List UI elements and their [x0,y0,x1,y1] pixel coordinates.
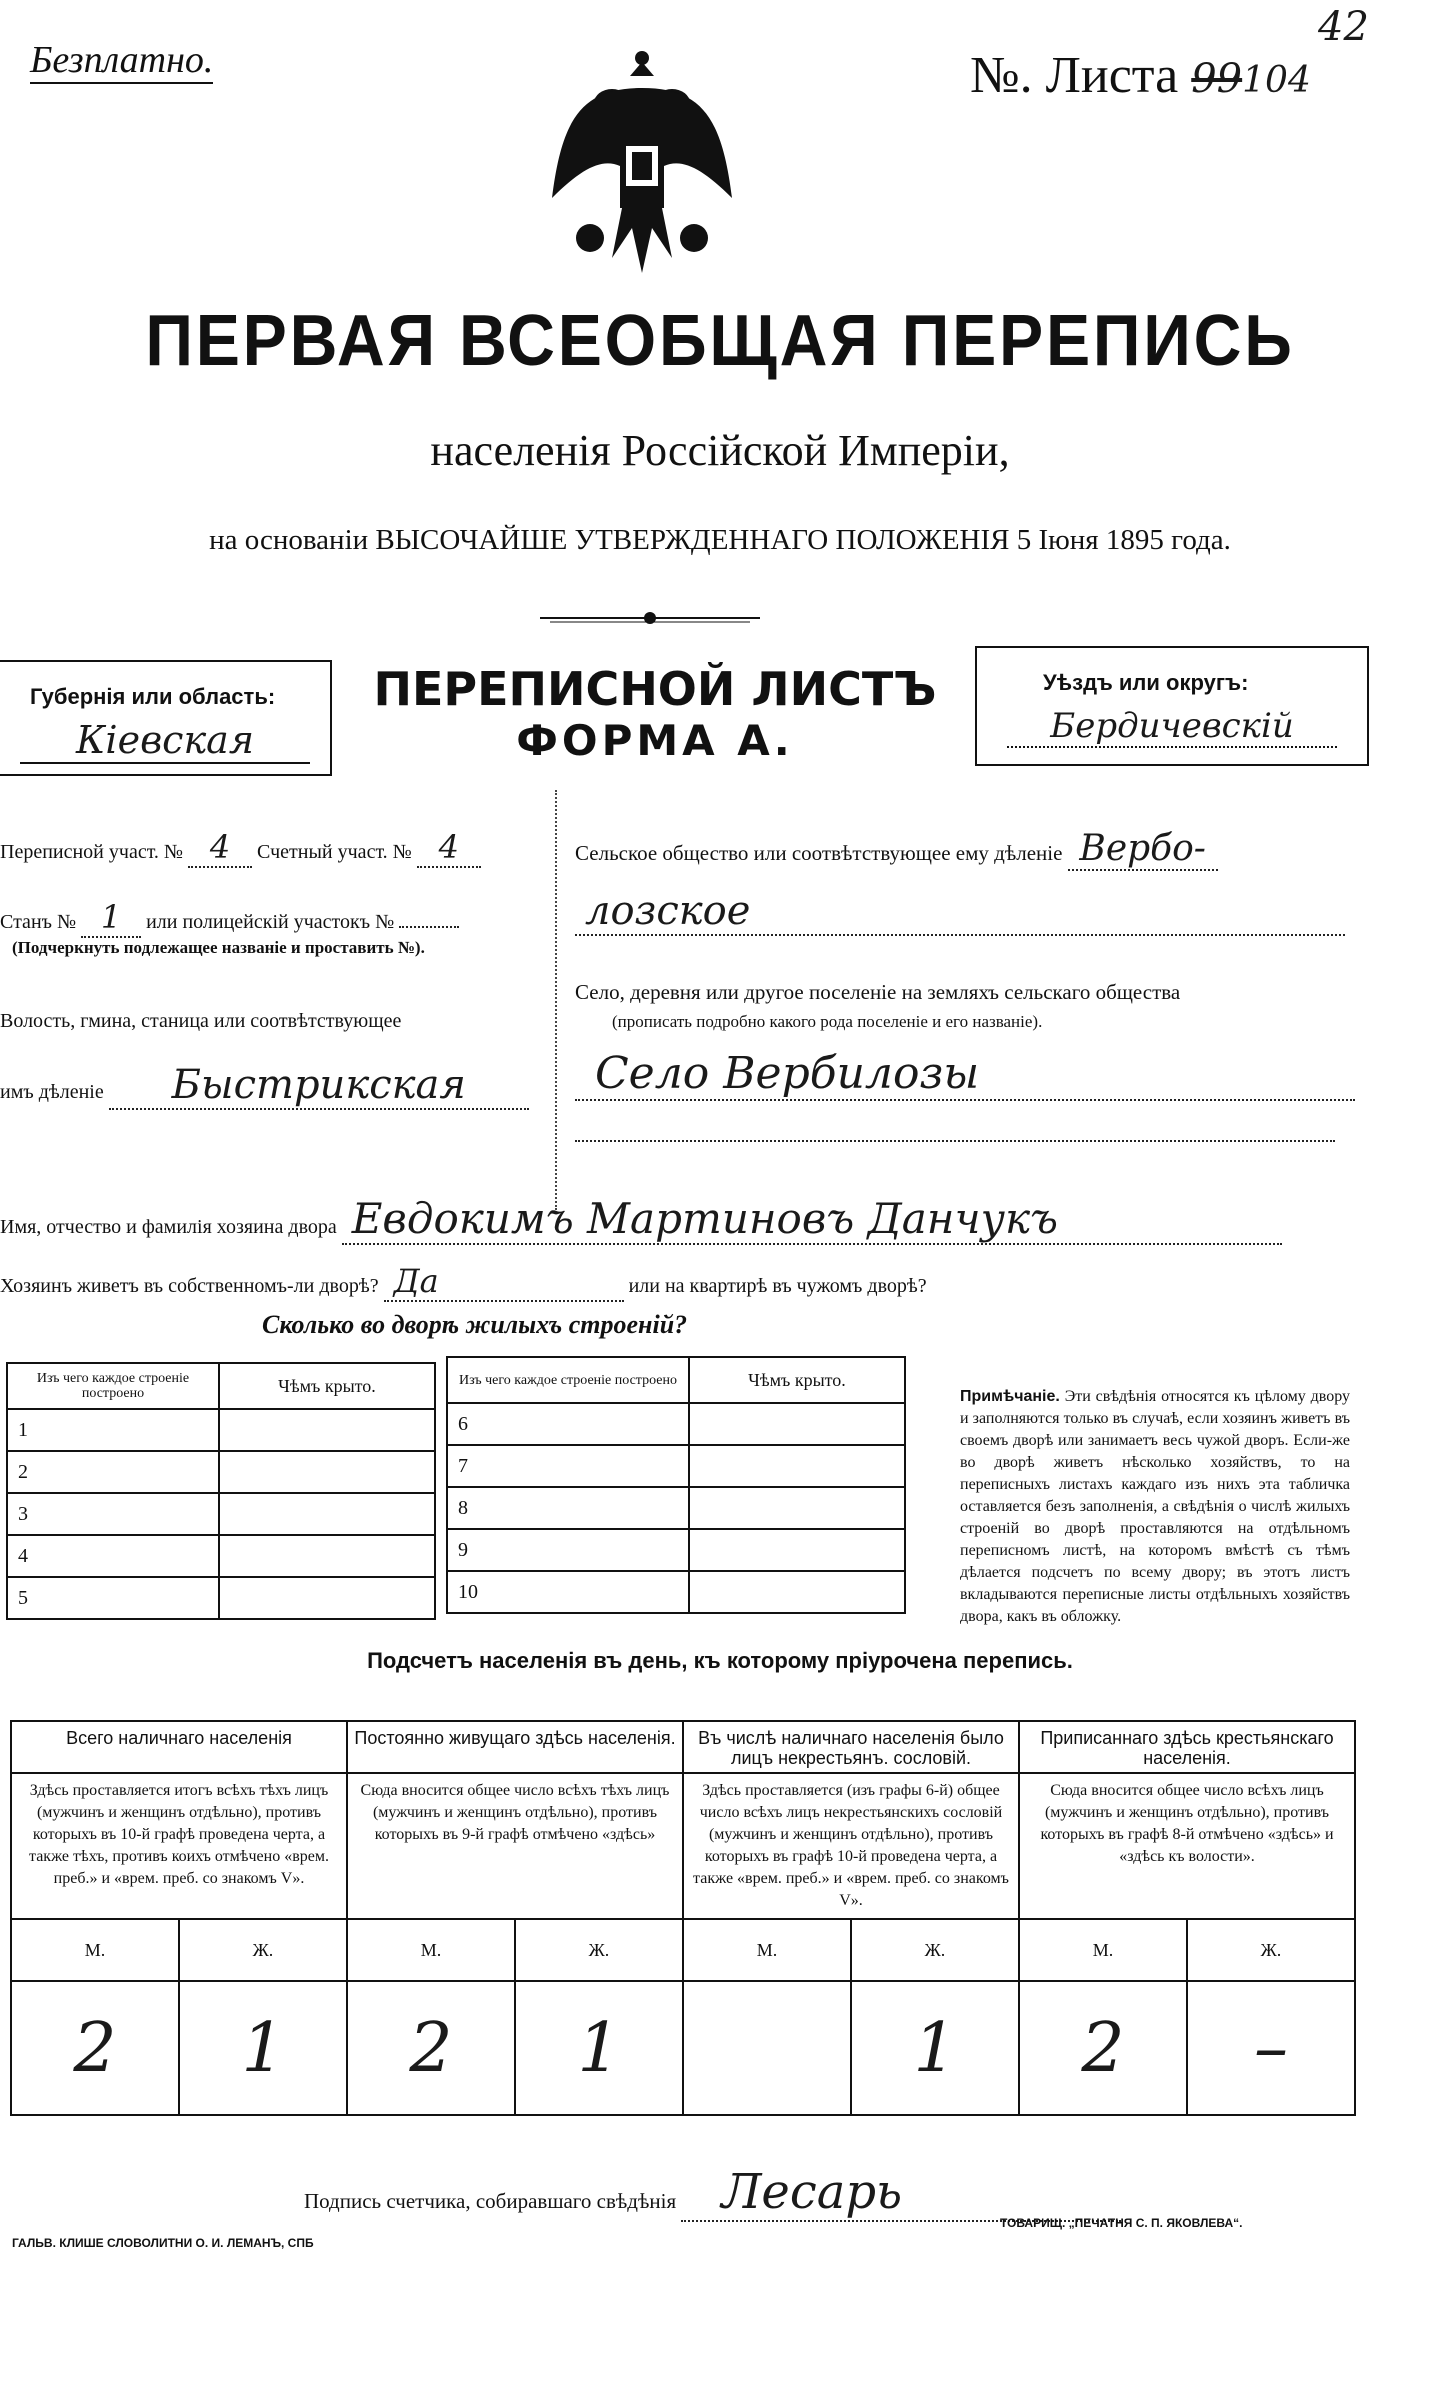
pop-col-1-desc: Здѣсь проставляется итогъ всѣхъ тѣхъ лицъ (мужчинъ и женщинъ отдѣльно), противъ которыхъ въ 10-й графѣ проведена черта, а также тѣхъ, противъ коихъ отмѣчено «врем. преб.» и «врем. преб. со знакомъ V». [11,1773,347,1919]
province-label: Губернія или область: [30,684,276,709]
pop-col-1-header: Всего наличнаго населенія [11,1721,347,1773]
pop-col-4-male-value[interactable]: 2 [1019,1981,1187,2115]
pop-col-4-female-value[interactable]: – [1187,1981,1355,2115]
sheet-number-struck: 99 [1191,56,1243,102]
table-row [447,1487,905,1529]
table-row [447,1403,905,1445]
underline-note: (Подчеркнуть подлежащее названіе и проставить №). [12,938,425,957]
census-section-row [0,828,481,868]
table-row [7,1535,435,1577]
pop-col-3-male-value[interactable] [683,1981,851,2115]
roof-cell[interactable] [219,1535,435,1577]
society-label: Сельское общество или соотвѣтствующее ему дѣленіе [575,841,1063,865]
buildings-question: Сколько во дворѣ жилыхъ строеній? [262,1310,688,1339]
male-label: М. [11,1919,179,1981]
note-block [960,1386,1350,1628]
row-number: 2 [7,1451,219,1493]
female-label: Ж. [515,1919,683,1981]
census-section-value[interactable]: 4 [188,828,252,868]
center-divider [555,790,557,1210]
row-number: 1 [7,1409,219,1451]
province-box [0,660,332,776]
roof-cell[interactable] [689,1445,905,1487]
census-section-label: Переписной участ. № [0,841,184,863]
table-row [447,1529,905,1571]
own-yard-row [0,1262,927,1302]
pop-col-2-header: Постоянно живущаго здѣсь населенія. [347,1721,683,1773]
table-row [7,1409,435,1451]
row-number: 6 [447,1403,689,1445]
pop-col-2-female-value[interactable]: 1 [515,1981,683,2115]
form-title-block [355,662,955,765]
basis-line: на основаніи ВЫСОЧАЙШЕ УТВЕРЖДЕННАГО ПОЛОЖЕНІЯ 5 Іюня 1895 года. [209,524,1231,556]
district-box [975,646,1369,766]
female-label: Ж. [851,1919,1019,1981]
pop-col-1-male-value[interactable]: 2 [11,1981,179,2115]
society-row [575,828,1218,871]
police-value[interactable] [399,926,459,928]
stan-value[interactable]: 1 [81,898,141,938]
table-row [447,1445,905,1487]
material-header: Изъ чего каждое строеніе построено [447,1357,689,1403]
corner-number: 42 [1318,4,1369,50]
row-number: 3 [7,1493,219,1535]
count-section-label: Счетный участ. № [257,841,412,863]
row-number: 5 [7,1577,219,1619]
police-label: или полицейскій участокъ № [146,911,395,933]
signature-value[interactable]: Лесарь [681,2164,1121,2222]
signature-row [304,2164,1121,2222]
row-number: 10 [447,1571,689,1613]
roof-cell[interactable] [689,1487,905,1529]
village-extra-line [575,1140,1335,1142]
owner-name-value[interactable]: Евдокимъ Мартиновъ Данчукъ [342,1194,1282,1245]
village-value[interactable]: Село Вербилозы [575,1048,1355,1101]
roof-cell[interactable] [689,1529,905,1571]
society-value-2[interactable]: лозское [575,888,1345,936]
footer-right: ТОВАРИЩ. „ПЕЧАТНЯ С. П. ЯКОВЛЕВА“. [1000,2216,1243,2230]
form-subtitle: ФОРМА А. [516,716,794,765]
population-table [10,1720,1356,2116]
female-label: Ж. [179,1919,347,1981]
volost-row [0,1062,529,1110]
volost-label: Волость, гмина, станица или соотвѣтствующее [0,1010,402,1032]
ornament-divider [540,608,760,628]
roof-cell[interactable] [689,1571,905,1613]
pop-col-4-desc: Сюда вносится общее число всѣхъ лицъ (мужчинъ и женщинъ отдѣльно), противъ которыхъ въ графѣ 8-й отмѣчено «здѣсь» и «здѣсь къ волости». [1019,1773,1355,1919]
owner-name-label: Имя, отчество и фамилія хозяина двора [0,1216,337,1238]
roof-cell[interactable] [689,1403,905,1445]
table-row [7,1577,435,1619]
note-text: Эти свѣдѣнія относятся къ цѣлому двору и заполняются только въ случаѣ, если хозяинъ живетъ въ своемъ дворѣ или занимаетъ весь чужой дворъ. Если-же во дворѣ живетъ нѣсколько хозяйствъ, то на переписныхъ листахъ каждаго изъ нихъ эта табличка оставляется безъ заполненія, а свѣдѣнія о числѣ жилыхъ строеній во дворѣ проставляются на отдѣльномъ переписномъ листѣ, на которомъ вмѣстѣ съ тѣмъ дѣлается подсчетъ по всему двору; въ этотъ листъ вкладываются переписные листы отдѣльныхъ хозяйствъ двора, какъ въ обложку. [960,1388,1351,1625]
table-row [7,1451,435,1493]
buildings-table-right [446,1356,906,1614]
row-number: 8 [447,1487,689,1529]
female-label: Ж. [1187,1919,1355,1981]
roof-header: Чѣмъ крыто. [689,1357,905,1403]
pop-col-3-desc: Здѣсь проставляется (изъ графы 6-й) общее число всѣхъ лицъ некрестьянскихъ сословій (мужчинъ и женщинъ отдѣльно), противъ которыхъ въ графѣ 10-й проведена черта, а также «врем. преб.» и «врем. преб. со знакомъ V». [683,1773,1019,1919]
subtitle: населенія Россійской Имперіи, [430,426,1010,475]
sheet-number [970,48,1311,109]
male-label: М. [683,1919,851,1981]
male-label: М. [1019,1919,1187,1981]
row-number: 4 [7,1535,219,1577]
roof-cell[interactable] [219,1493,435,1535]
free-label: Безплатно. [30,38,213,84]
signature-label: Подпись счетчика, собиравшаго свѣдѣнія [304,2189,677,2213]
stan-label: Станъ № [0,911,77,933]
stan-row [0,898,459,938]
material-header: Изъ чего каждое строеніе построено [7,1363,219,1409]
province-value[interactable]: Кіевская [20,718,310,764]
table-row [7,1493,435,1535]
society-value-1[interactable]: Вербо- [1068,828,1218,871]
sheet-number-value: 104 [1242,60,1311,101]
sheet-number-label: №. Листа [970,47,1179,104]
form-title: ПЕРЕПИСНОЙ ЛИСТЪ [373,662,937,716]
own-yard-label: Хозяинъ живетъ въ собственномъ-ли дворѣ? [0,1275,379,1297]
roof-cell[interactable] [219,1409,435,1451]
pop-col-3-header: Въ числѣ наличнаго населенія было лицъ некрестьянъ. сословій. [683,1721,1019,1773]
pop-col-2-desc: Сюда вносится общее число всѣхъ тѣхъ лицъ (мужчинъ и женщинъ отдѣльно), противъ которыхъ въ 9-й графѣ отмѣчено «здѣсь» [347,1773,683,1919]
own-yard-value[interactable]: Да [384,1262,624,1302]
roof-header: Чѣмъ крыто. [219,1363,435,1409]
buildings-table-left [6,1362,436,1620]
roof-cell[interactable] [219,1577,435,1619]
row-number: 7 [447,1445,689,1487]
roof-cell[interactable] [219,1451,435,1493]
district-value[interactable]: Бердичевскій [1007,706,1337,748]
pop-col-2-male-value[interactable]: 2 [347,1981,515,2115]
owner-row [0,1194,1282,1245]
pop-col-1-female-value[interactable]: 1 [179,1981,347,2115]
pop-col-4-header: Приписаннаго здѣсь крестьянскаго населенія. [1019,1721,1355,1773]
district-label: Уѣздъ или округъ: [1043,670,1249,695]
table-row [447,1571,905,1613]
village-note: (прописать подробно какого рода поселеніе и его названіе). [612,1012,1043,1031]
male-label: М. [347,1919,515,1981]
row-number: 9 [447,1529,689,1571]
population-title: Подсчетъ населенія въ день, къ которому пріурочена перепись. [367,1648,1073,1673]
rented-label: или на квартирѣ въ чужомъ дворѣ? [628,1275,927,1297]
volost-value[interactable]: Быстрикская [109,1062,529,1110]
footer-left: ГАЛЬВ. КЛИШЕ СЛОВОЛИТНИ О. И. ЛЕМАНЪ, СПБ [12,2236,314,2250]
village-label: Село, деревня или другое поселеніе на земляхъ сельскаго общества [575,980,1181,1004]
count-section-value[interactable]: 4 [417,828,481,868]
note-label: Примѣчаніе. [960,1388,1060,1405]
volost-label-2: имъ дѣленіе [0,1081,104,1103]
pop-col-3-female-value[interactable]: 1 [851,1981,1019,2115]
main-title: ПЕРВАЯ ВСЕОБЩАЯ ПЕРЕПИСЬ [145,301,1295,381]
coat-of-arms-icon [542,48,742,288]
